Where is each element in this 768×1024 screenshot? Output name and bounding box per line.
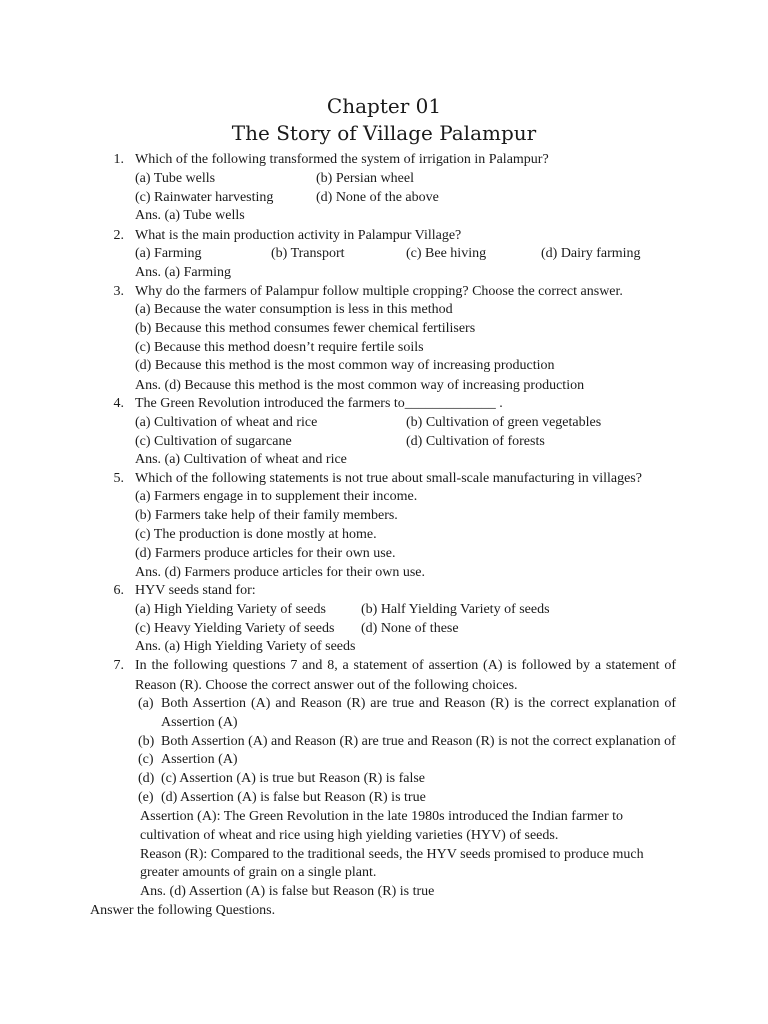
choice-c-marker: (c) [138, 752, 154, 767]
option-c: (c) Rainwater harvesting [135, 190, 274, 205]
option-a: (a) Cultivation of wheat and rice [135, 415, 318, 430]
reason-line-1: Reason (R): Compared to the traditional seeds, the HYV seeds promised to produce much [140, 847, 644, 862]
choice-d-marker: (d) [138, 771, 155, 786]
option-b: (b) Because this method consumes fewer chemical fertilisers [135, 321, 476, 336]
option-a: (a) Because the water consumption is less in this method [135, 302, 453, 317]
assertion-line-2: cultivation of wheat and rice using high yielding varieties (HYV) of seeds. [140, 828, 559, 843]
assertion-line-1: Assertion (A): The Green Revolution in the late 1980s introduced the Indian farmer to [140, 809, 623, 824]
choice-e-text: (d) Assertion (A) is false but Reason (R) is true [161, 790, 426, 805]
answer: Ans. (d) Because this method is the most common way of increasing production [135, 378, 585, 393]
chapter-title: The Story of Village Palampur [231, 121, 537, 145]
choice-a-marker: (a) [138, 696, 154, 711]
question-text: What is the main production activity in Palampur Village? [135, 228, 462, 243]
answer: Ans. (a) Farming [135, 265, 232, 280]
option-d: (d) None of these [361, 621, 459, 636]
option-c: (c) Because this method doesn’t require fertile soils [135, 340, 424, 355]
answer: Ans. (a) Tube wells [135, 208, 245, 223]
question-number: 2. [113, 228, 124, 243]
option-c: (c) The production is done mostly at home. [135, 527, 377, 542]
question-text [135, 658, 676, 674]
question-text: Which of the following transformed the system of irrigation in Palampur? [135, 152, 549, 167]
question-text: Why do the farmers of Palampur follow multiple cropping? Choose the correct answer. [135, 284, 623, 299]
question-text-line-1: In the following questions 7 and 8, a statement of assertion (A) is followed by a statement of [135, 658, 676, 673]
question-number: 6. [113, 583, 124, 598]
choice-a-line-2: Assertion (A) [161, 715, 238, 730]
option-b: (b) Persian wheel [316, 171, 414, 186]
option-d: (d) Because this method is the most common way of increasing production [135, 358, 555, 373]
answer: Ans. (d) Assertion (A) is false but Reason (R) is true [140, 884, 435, 899]
question-number: 5. [113, 471, 124, 486]
choice-a-text [161, 696, 676, 712]
option-a: (a) High Yielding Variety of seeds [135, 602, 326, 617]
answer: Ans. (a) Cultivation of wheat and rice [135, 452, 347, 467]
chapter-number: Chapter 01 [326, 94, 442, 118]
choice-a-line-1: Both Assertion (A) and Reason (R) are true and Reason (R) is the correct explanation of [161, 696, 676, 711]
question-text: HYV seeds stand for: [135, 583, 256, 598]
option-d: (d) None of the above [316, 190, 439, 205]
option-b: (b) Half Yielding Variety of seeds [361, 602, 550, 617]
question-number: 4. [113, 396, 124, 411]
option-a: (a) Tube wells [135, 171, 216, 186]
option-c: (c) Bee hiving [406, 246, 487, 261]
question-text: The Green Revolution introduced the farmers to_____________ . [135, 396, 503, 411]
section-heading: Answer the following Questions. [90, 903, 276, 918]
answer: Ans. (d) Farmers produce articles for their own use. [135, 565, 426, 580]
choice-b-marker: (b) [138, 734, 155, 749]
choice-e-marker: (e) [138, 790, 154, 805]
option-c: (c) Heavy Yielding Variety of seeds [135, 621, 335, 636]
option-a: (a) Farmers engage in to supplement their income. [135, 489, 418, 504]
question-number: 1. [113, 152, 124, 167]
reason-line-2: greater amounts of grain on a single plant. [140, 865, 377, 880]
answer: Ans. (a) High Yielding Variety of seeds [135, 639, 356, 654]
question-text-line-2: Reason (R). Choose the correct answer out of the following choices. [135, 678, 518, 693]
option-b: (b) Farmers take help of their family members. [135, 508, 398, 523]
choice-d-text: (c) Assertion (A) is true but Reason (R) is false [161, 771, 425, 786]
question-text: Which of the following statements is not true about small-scale manufacturing in villages? [135, 471, 642, 486]
option-b: (b) Cultivation of green vegetables [406, 415, 602, 430]
option-a: (a) Farming [135, 246, 202, 261]
choice-b-text: Both Assertion (A) and Reason (R) are true and Reason (R) is not the correct explanation of [161, 734, 676, 749]
option-d: (d) Cultivation of forests [406, 434, 545, 449]
option-b: (b) Transport [271, 246, 345, 261]
question-number: 3. [113, 284, 124, 299]
option-c: (c) Cultivation of sugarcane [135, 434, 292, 449]
choice-c-text: Assertion (A) [161, 752, 238, 767]
option-d: (d) Farmers produce articles for their own use. [135, 546, 396, 561]
question-number: 7. [113, 658, 124, 673]
option-d: (d) Dairy farming [541, 246, 641, 261]
